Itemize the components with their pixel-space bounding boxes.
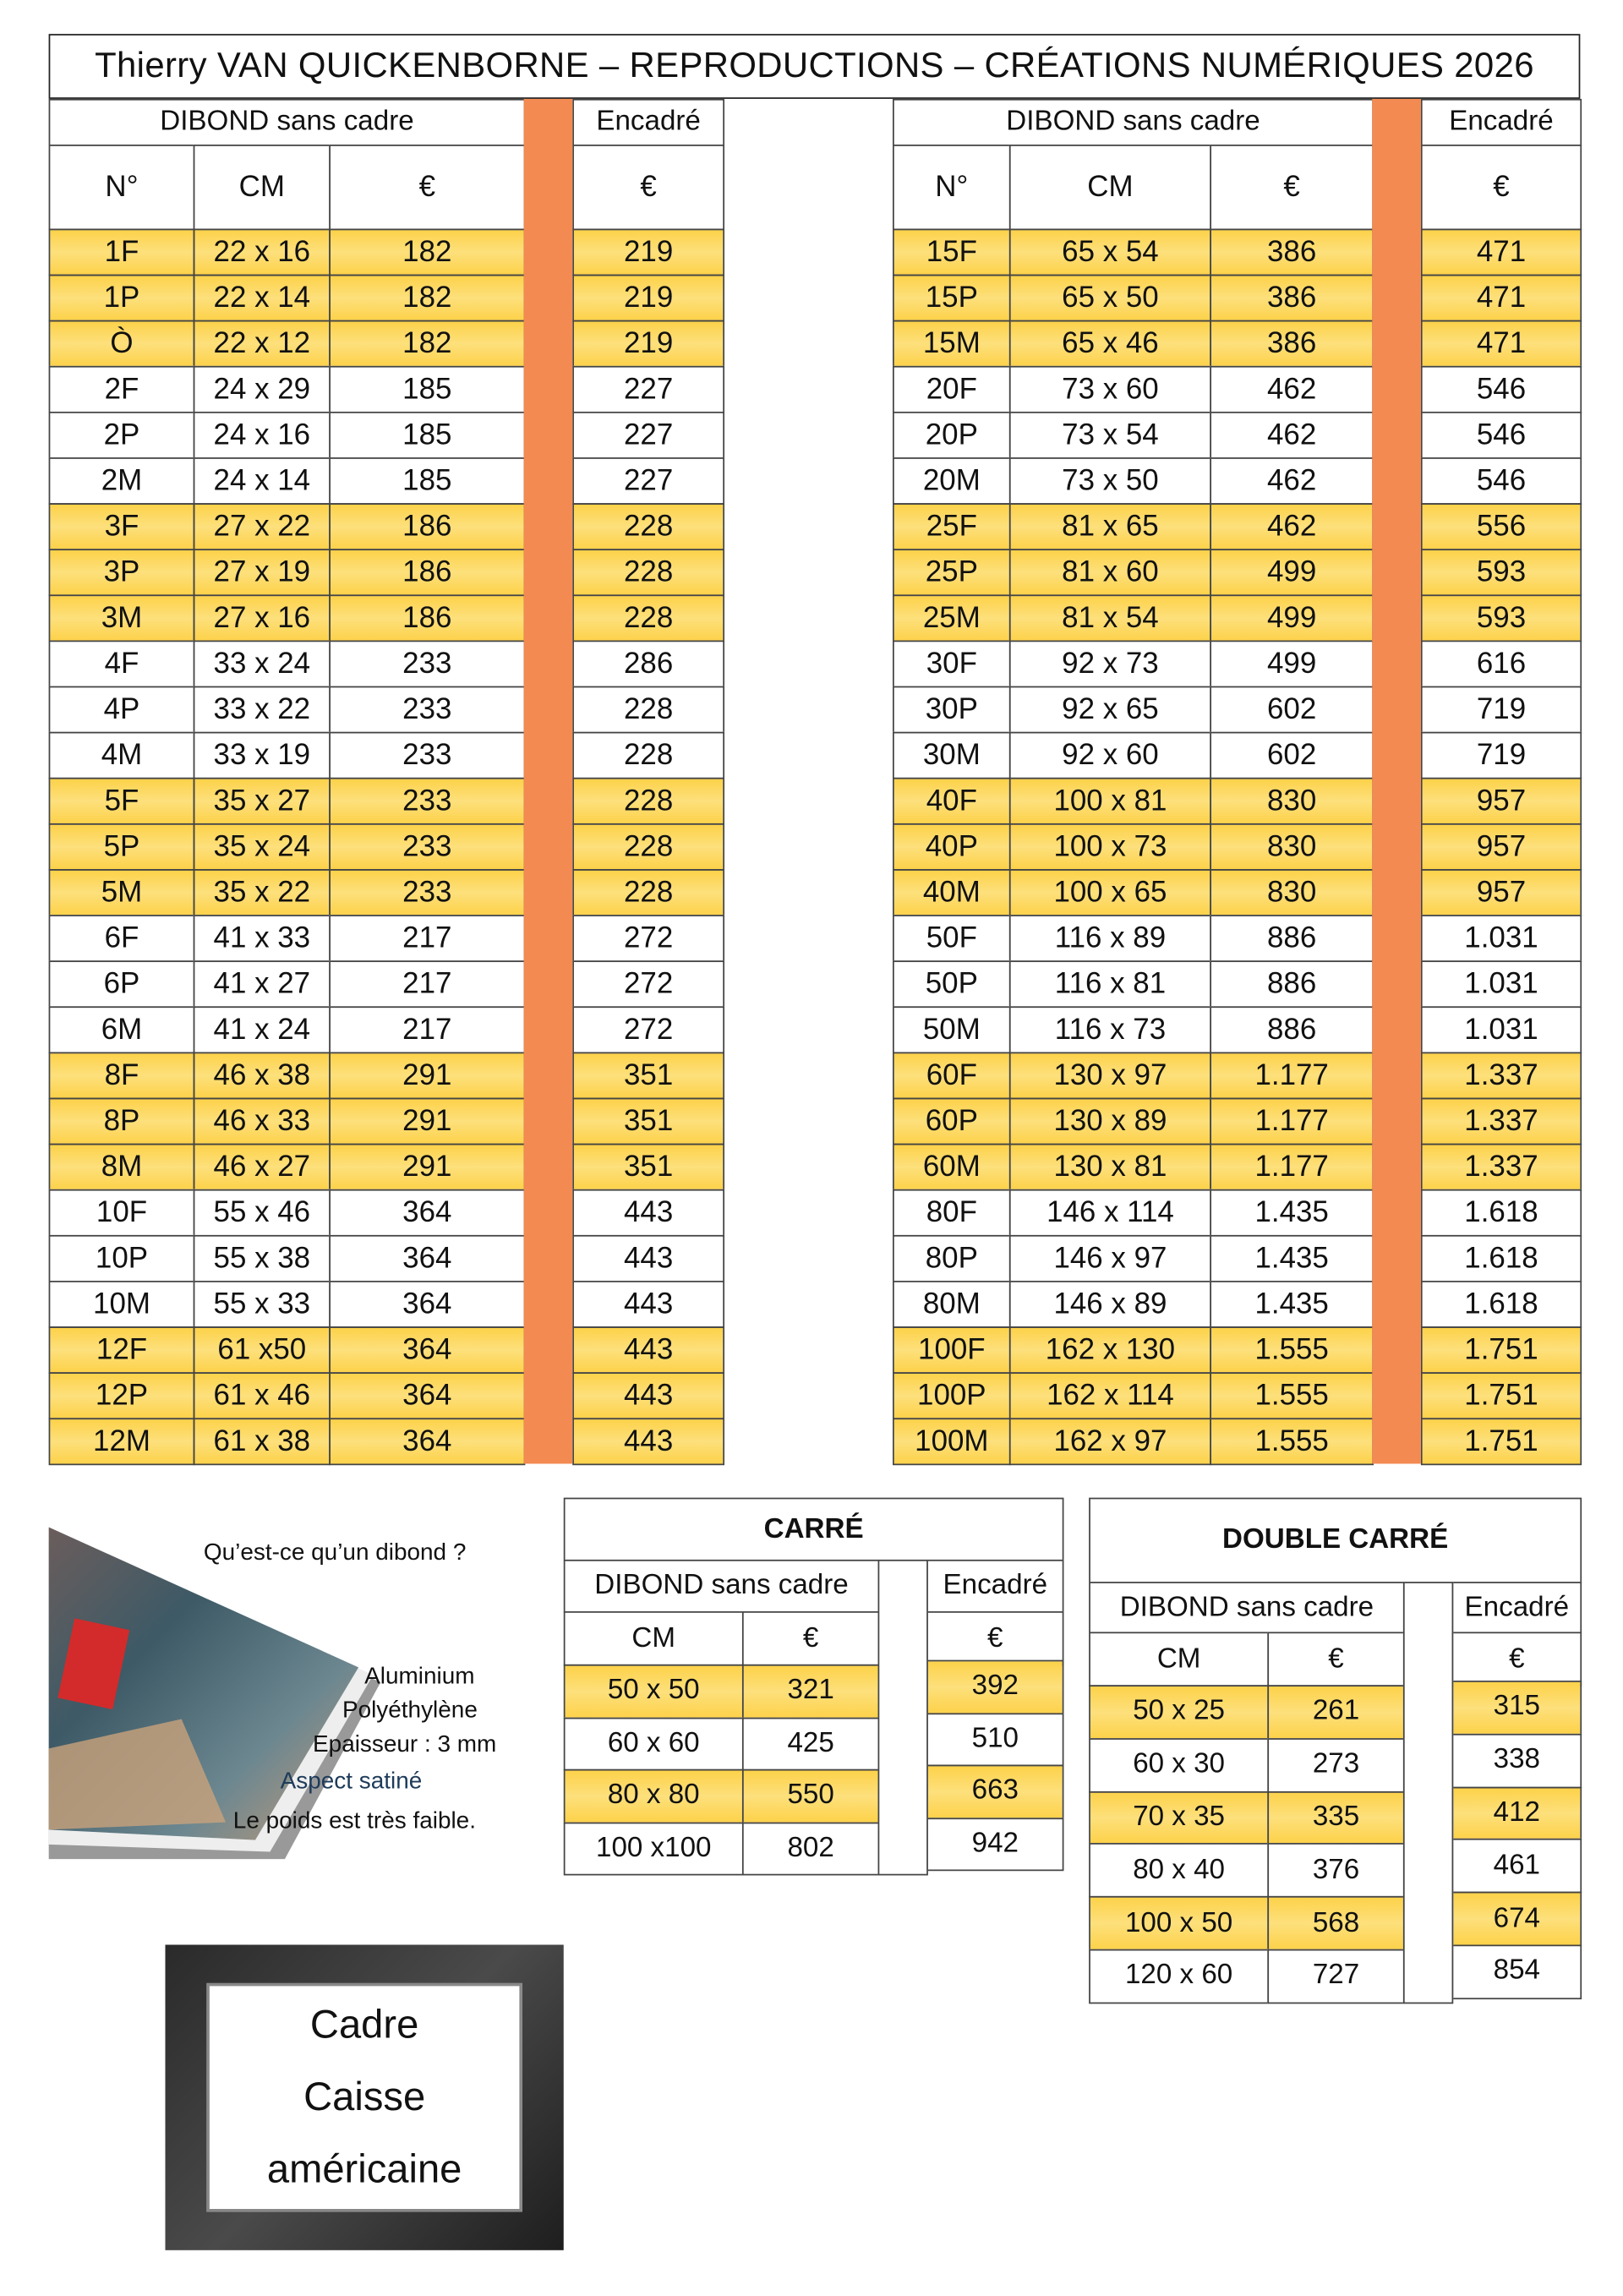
- size-cm: 27 x 22: [194, 503, 331, 550]
- size-cm: 146 x 89: [1009, 1281, 1211, 1328]
- price-framed: 351: [572, 1144, 724, 1191]
- size-cm: 24 x 14: [194, 457, 331, 505]
- format-number: 25M: [893, 594, 1011, 642]
- col-header-eur: €: [1267, 1632, 1404, 1686]
- format-number: 20M: [893, 457, 1011, 505]
- col-header-eur: €: [742, 1611, 879, 1666]
- col-header-framed-eur: €: [926, 1611, 1063, 1666]
- price-framed: 1.618: [1421, 1235, 1582, 1282]
- price-unframed: 462: [1210, 412, 1374, 459]
- format-number: 6F: [49, 915, 195, 962]
- price-framed: 854: [1452, 1945, 1582, 1999]
- size-cm: 60 x 60: [564, 1717, 744, 1771]
- size-cm: 61 x 38: [194, 1418, 331, 1465]
- price-framed: 227: [572, 412, 724, 459]
- size-cm: 65 x 50: [1009, 275, 1211, 322]
- price-unframed: 1.177: [1210, 1052, 1374, 1100]
- size-cm: 73 x 50: [1009, 457, 1211, 505]
- col-header-framed-eur: €: [572, 145, 724, 230]
- price-unframed: 364: [329, 1281, 525, 1328]
- format-number: 1P: [49, 275, 195, 322]
- price-framed: 1.618: [1421, 1281, 1582, 1328]
- format-number: 12M: [49, 1418, 195, 1465]
- price-framed: 228: [572, 594, 724, 642]
- size-cm: 33 x 19: [194, 732, 331, 779]
- price-unframed: 830: [1210, 823, 1374, 871]
- group-header: DIBOND sans cadre: [564, 1560, 880, 1613]
- table-title: CARRÉ: [564, 1498, 1064, 1561]
- size-cm: 61 x 46: [194, 1372, 331, 1419]
- size-cm: 65 x 46: [1009, 320, 1211, 368]
- price-framed: 443: [572, 1235, 724, 1282]
- price-framed: 443: [572, 1372, 724, 1419]
- format-number: 30M: [893, 732, 1011, 779]
- price-framed: 351: [572, 1098, 724, 1145]
- format-number: 60F: [893, 1052, 1011, 1100]
- price-unframed: 364: [329, 1189, 525, 1237]
- price-framed: 228: [572, 549, 724, 596]
- price-unframed: 886: [1210, 960, 1374, 1008]
- size-cm: 100 x 65: [1009, 869, 1211, 916]
- price-framed: 471: [1421, 275, 1582, 322]
- size-cm: 60 x 30: [1089, 1738, 1269, 1792]
- price-unframed: 499: [1210, 641, 1374, 688]
- group-header: DIBOND sans cadre: [49, 99, 526, 146]
- format-number: 5M: [49, 869, 195, 916]
- size-cm: 146 x 97: [1009, 1235, 1211, 1282]
- format-number: 6P: [49, 960, 195, 1008]
- format-number: 15F: [893, 229, 1011, 276]
- format-number: 2M: [49, 457, 195, 505]
- size-cm: 73 x 54: [1009, 412, 1211, 459]
- price-framed: 227: [572, 457, 724, 505]
- price-framed: 219: [572, 229, 724, 276]
- format-number: 2F: [49, 366, 195, 413]
- price-unframed: 802: [742, 1822, 879, 1876]
- price-framed: 719: [1421, 732, 1582, 779]
- format-number: 4F: [49, 641, 195, 688]
- format-number: 40P: [893, 823, 1011, 871]
- spacer-column: [878, 1560, 928, 1876]
- price-unframed: 1.177: [1210, 1098, 1374, 1145]
- size-cm: 22 x 14: [194, 275, 331, 322]
- size-cm: 130 x 81: [1009, 1144, 1211, 1191]
- size-cm: 130 x 89: [1009, 1098, 1211, 1145]
- price-framed: 1.337: [1421, 1098, 1582, 1145]
- price-unframed: 386: [1210, 229, 1374, 276]
- format-number: 80M: [893, 1281, 1011, 1328]
- size-cm: 24 x 16: [194, 412, 331, 459]
- size-cm: 22 x 12: [194, 320, 331, 368]
- price-framed: 957: [1421, 778, 1582, 825]
- price-unframed: 830: [1210, 869, 1374, 916]
- price-framed: 510: [926, 1713, 1063, 1767]
- price-unframed: 386: [1210, 320, 1374, 368]
- price-framed: 546: [1421, 457, 1582, 505]
- framed-header: Encadré: [1452, 1582, 1582, 1633]
- price-framed: 443: [572, 1326, 724, 1374]
- price-unframed: 550: [742, 1769, 879, 1823]
- format-number: 30F: [893, 641, 1011, 688]
- frame-line-1: Cadre: [309, 2002, 419, 2047]
- thickness-text: Epaisseur : 3 mm: [313, 1732, 497, 1758]
- price-unframed: 376: [1267, 1844, 1404, 1898]
- price-framed: 546: [1421, 412, 1582, 459]
- price-unframed: 462: [1210, 366, 1374, 413]
- size-cm: 46 x 27: [194, 1144, 331, 1191]
- price-unframed: 233: [329, 641, 525, 688]
- orange-separator: [1372, 99, 1421, 1464]
- price-unframed: 182: [329, 229, 525, 276]
- price-framed: 674: [1452, 1892, 1582, 1946]
- size-cm: 80 x 80: [564, 1769, 744, 1823]
- price-framed: 351: [572, 1052, 724, 1100]
- price-framed: 1.337: [1421, 1144, 1582, 1191]
- format-number: 8M: [49, 1144, 195, 1191]
- price-framed: 412: [1452, 1786, 1582, 1840]
- spacer-column: [1403, 1582, 1453, 2004]
- price-framed: 315: [1452, 1681, 1582, 1735]
- format-number: 10P: [49, 1235, 195, 1282]
- format-number: 4P: [49, 686, 195, 734]
- price-unframed: 364: [329, 1372, 525, 1419]
- price-unframed: 233: [329, 732, 525, 779]
- col-header-no: N°: [49, 145, 195, 230]
- price-unframed: 568: [1267, 1896, 1404, 1950]
- size-cm: 100 x100: [564, 1822, 744, 1876]
- price-unframed: 1.435: [1210, 1235, 1374, 1282]
- size-cm: 100 x 50: [1089, 1896, 1269, 1950]
- price-unframed: 185: [329, 412, 525, 459]
- price-unframed: 364: [329, 1326, 525, 1374]
- price-framed: 338: [1452, 1734, 1582, 1788]
- size-cm: 146 x 114: [1009, 1189, 1211, 1237]
- price-framed: 1.751: [1421, 1326, 1582, 1374]
- size-cm: 27 x 16: [194, 594, 331, 642]
- size-cm: 27 x 19: [194, 549, 331, 596]
- price-unframed: 425: [742, 1717, 879, 1771]
- format-number: 5F: [49, 778, 195, 825]
- col-header-framed-eur: €: [1421, 145, 1582, 230]
- size-cm: 100 x 73: [1009, 823, 1211, 871]
- price-framed: 286: [572, 641, 724, 688]
- size-cm: 116 x 81: [1009, 960, 1211, 1008]
- price-unframed: 261: [1267, 1685, 1404, 1739]
- format-number: 3P: [49, 549, 195, 596]
- price-unframed: 233: [329, 686, 525, 734]
- price-framed: 443: [572, 1189, 724, 1237]
- price-unframed: 1.435: [1210, 1281, 1374, 1328]
- price-framed: 443: [572, 1281, 724, 1328]
- price-framed: 942: [926, 1818, 1063, 1872]
- price-framed: 443: [572, 1418, 724, 1465]
- price-framed: 219: [572, 320, 724, 368]
- frame-line-2: Caisse: [303, 2075, 426, 2119]
- format-number: 50P: [893, 960, 1011, 1008]
- format-number: 20F: [893, 366, 1011, 413]
- group-header: DIBOND sans cadre: [1089, 1582, 1405, 1633]
- weight-text: Le poids est très faible.: [232, 1808, 476, 1834]
- format-number: Ò: [49, 320, 195, 368]
- size-cm: 81 x 60: [1009, 549, 1211, 596]
- size-cm: 46 x 33: [194, 1098, 331, 1145]
- price-framed: 593: [1421, 594, 1582, 642]
- format-number: 8P: [49, 1098, 195, 1145]
- frame-sample-image: [165, 1945, 563, 2250]
- size-cm: 50 x 50: [564, 1665, 744, 1719]
- price-unframed: 1.177: [1210, 1144, 1374, 1191]
- price-unframed: 499: [1210, 549, 1374, 596]
- price-framed: 1.031: [1421, 1006, 1582, 1053]
- size-cm: 55 x 46: [194, 1189, 331, 1237]
- size-cm: 35 x 27: [194, 778, 331, 825]
- price-unframed: 386: [1210, 275, 1374, 322]
- price-unframed: 273: [1267, 1738, 1404, 1792]
- size-cm: 41 x 24: [194, 1006, 331, 1053]
- col-header-no: N°: [893, 145, 1011, 230]
- price-framed: 1.031: [1421, 915, 1582, 962]
- price-unframed: 462: [1210, 457, 1374, 505]
- price-unframed: 185: [329, 457, 525, 505]
- price-framed: 957: [1421, 869, 1582, 916]
- price-framed: 392: [926, 1660, 1063, 1714]
- price-framed: 593: [1421, 549, 1582, 596]
- page-title: Thierry VAN QUICKENBORNE – REPRODUCTIONS – CRÉATIONS NUMÉRIQUES 2026: [49, 34, 1581, 99]
- size-cm: 24 x 29: [194, 366, 331, 413]
- format-number: 6M: [49, 1006, 195, 1053]
- price-unframed: 364: [329, 1235, 525, 1282]
- format-number: 10M: [49, 1281, 195, 1328]
- size-cm: 22 x 16: [194, 229, 331, 276]
- format-number: 15P: [893, 275, 1011, 322]
- format-number: 15M: [893, 320, 1011, 368]
- price-framed: 228: [572, 869, 724, 916]
- price-framed: 663: [926, 1765, 1063, 1819]
- format-number: 12F: [49, 1326, 195, 1374]
- price-unframed: 217: [329, 915, 525, 962]
- layer-aluminium: Aluminium: [364, 1664, 475, 1690]
- size-cm: 70 x 35: [1089, 1790, 1269, 1845]
- size-cm: 100 x 81: [1009, 778, 1211, 825]
- price-framed: 272: [572, 1006, 724, 1053]
- price-unframed: 321: [742, 1665, 879, 1719]
- format-number: 80F: [893, 1189, 1011, 1237]
- col-header-eur: €: [329, 145, 525, 230]
- price-unframed: 233: [329, 823, 525, 871]
- price-framed: 228: [572, 823, 724, 871]
- format-number: 80P: [893, 1235, 1011, 1282]
- format-number: 25F: [893, 503, 1011, 550]
- size-cm: 41 x 27: [194, 960, 331, 1008]
- col-header-cm: CM: [1089, 1632, 1269, 1686]
- format-number: 3M: [49, 594, 195, 642]
- size-cm: 162 x 130: [1009, 1326, 1211, 1374]
- size-cm: 120 x 60: [1089, 1949, 1269, 2004]
- size-cm: 73 x 60: [1009, 366, 1211, 413]
- price-framed: 228: [572, 503, 724, 550]
- price-unframed: 335: [1267, 1790, 1404, 1845]
- format-number: 2P: [49, 412, 195, 459]
- format-number: 40M: [893, 869, 1011, 916]
- format-number: 25P: [893, 549, 1011, 596]
- size-cm: 92 x 60: [1009, 732, 1211, 779]
- table-title: DOUBLE CARRÉ: [1089, 1498, 1582, 1583]
- size-cm: 41 x 33: [194, 915, 331, 962]
- size-cm: 33 x 24: [194, 641, 331, 688]
- framed-header: Encadré: [572, 99, 724, 146]
- size-cm: 33 x 22: [194, 686, 331, 734]
- col-header-eur: €: [1210, 145, 1374, 230]
- format-number: 100F: [893, 1326, 1011, 1374]
- price-framed: 219: [572, 275, 724, 322]
- size-cm: 46 x 38: [194, 1052, 331, 1100]
- size-cm: 162 x 97: [1009, 1418, 1211, 1465]
- price-framed: 546: [1421, 366, 1582, 413]
- price-unframed: 1.435: [1210, 1189, 1374, 1237]
- layer-polyethylene: Polyéthylène: [342, 1698, 478, 1724]
- format-number: 4M: [49, 732, 195, 779]
- framed-header: Encadré: [926, 1560, 1063, 1613]
- size-cm: 81 x 65: [1009, 503, 1211, 550]
- price-framed: 272: [572, 915, 724, 962]
- col-header-cm: CM: [1009, 145, 1211, 230]
- price-unframed: 291: [329, 1052, 525, 1100]
- size-cm: 116 x 73: [1009, 1006, 1211, 1053]
- price-framed: 719: [1421, 686, 1582, 734]
- dibond-question: Qu’est-ce qu’un dibond ?: [203, 1540, 467, 1566]
- orange-separator: [524, 99, 573, 1464]
- price-framed: 471: [1421, 320, 1582, 368]
- price-framed: 461: [1452, 1840, 1582, 1894]
- format-number: 50F: [893, 915, 1011, 962]
- format-number: 60P: [893, 1098, 1011, 1145]
- price-unframed: 1.555: [1210, 1418, 1374, 1465]
- size-cm: 80 x 40: [1089, 1844, 1269, 1898]
- size-cm: 81 x 54: [1009, 594, 1211, 642]
- size-cm: 92 x 73: [1009, 641, 1211, 688]
- price-framed: 1.031: [1421, 960, 1582, 1008]
- price-unframed: 602: [1210, 686, 1374, 734]
- price-unframed: 1.555: [1210, 1326, 1374, 1374]
- price-framed: 957: [1421, 823, 1582, 871]
- format-number: 100M: [893, 1418, 1011, 1465]
- price-unframed: 291: [329, 1098, 525, 1145]
- format-number: 40F: [893, 778, 1011, 825]
- format-number: 100P: [893, 1372, 1011, 1419]
- format-number: 12P: [49, 1372, 195, 1419]
- format-number: 30P: [893, 686, 1011, 734]
- price-framed: 1.337: [1421, 1052, 1582, 1100]
- format-number: 10F: [49, 1189, 195, 1237]
- group-header: DIBOND sans cadre: [893, 99, 1374, 146]
- price-framed: 228: [572, 732, 724, 779]
- size-cm: 61 x50: [194, 1326, 331, 1374]
- size-cm: 35 x 24: [194, 823, 331, 871]
- price-framed: 471: [1421, 229, 1582, 276]
- price-unframed: 182: [329, 320, 525, 368]
- price-framed: 227: [572, 366, 724, 413]
- price-unframed: 182: [329, 275, 525, 322]
- price-framed: 228: [572, 686, 724, 734]
- price-unframed: 727: [1267, 1949, 1404, 2004]
- format-number: 20P: [893, 412, 1011, 459]
- frame-line-3: américaine: [266, 2146, 462, 2191]
- col-header-cm: CM: [194, 145, 331, 230]
- price-unframed: 886: [1210, 915, 1374, 962]
- size-cm: 162 x 114: [1009, 1372, 1211, 1419]
- price-unframed: 602: [1210, 732, 1374, 779]
- price-framed: 1.751: [1421, 1372, 1582, 1419]
- format-number: 1F: [49, 229, 195, 276]
- framed-header: Encadré: [1421, 99, 1582, 146]
- price-unframed: 233: [329, 778, 525, 825]
- price-framed: 228: [572, 778, 724, 825]
- size-cm: 92 x 65: [1009, 686, 1211, 734]
- size-cm: 116 x 89: [1009, 915, 1211, 962]
- format-number: 60M: [893, 1144, 1011, 1191]
- finish-text: Aspect satiné: [280, 1768, 423, 1795]
- format-number: 8F: [49, 1052, 195, 1100]
- price-unframed: 217: [329, 960, 525, 1008]
- col-header-framed-eur: €: [1452, 1632, 1582, 1686]
- price-framed: 1.751: [1421, 1418, 1582, 1465]
- price-unframed: 462: [1210, 503, 1374, 550]
- price-framed: 272: [572, 960, 724, 1008]
- format-number: 50M: [893, 1006, 1011, 1053]
- size-cm: 50 x 25: [1089, 1685, 1269, 1739]
- price-framed: 556: [1421, 503, 1582, 550]
- price-unframed: 217: [329, 1006, 525, 1053]
- size-cm: 55 x 38: [194, 1235, 331, 1282]
- price-unframed: 186: [329, 503, 525, 550]
- price-unframed: 233: [329, 869, 525, 916]
- price-unframed: 291: [329, 1144, 525, 1191]
- col-header-cm: CM: [564, 1611, 744, 1666]
- price-unframed: 1.555: [1210, 1372, 1374, 1419]
- size-cm: 35 x 22: [194, 869, 331, 916]
- price-unframed: 186: [329, 549, 525, 596]
- price-framed: 1.618: [1421, 1189, 1582, 1237]
- format-number: 3F: [49, 503, 195, 550]
- size-cm: 130 x 97: [1009, 1052, 1211, 1100]
- price-unframed: 886: [1210, 1006, 1374, 1053]
- price-unframed: 186: [329, 594, 525, 642]
- price-framed: 616: [1421, 641, 1582, 688]
- price-unframed: 499: [1210, 594, 1374, 642]
- size-cm: 55 x 33: [194, 1281, 331, 1328]
- price-unframed: 185: [329, 366, 525, 413]
- format-number: 5P: [49, 823, 195, 871]
- price-unframed: 830: [1210, 778, 1374, 825]
- size-cm: 65 x 54: [1009, 229, 1211, 276]
- price-unframed: 364: [329, 1418, 525, 1465]
